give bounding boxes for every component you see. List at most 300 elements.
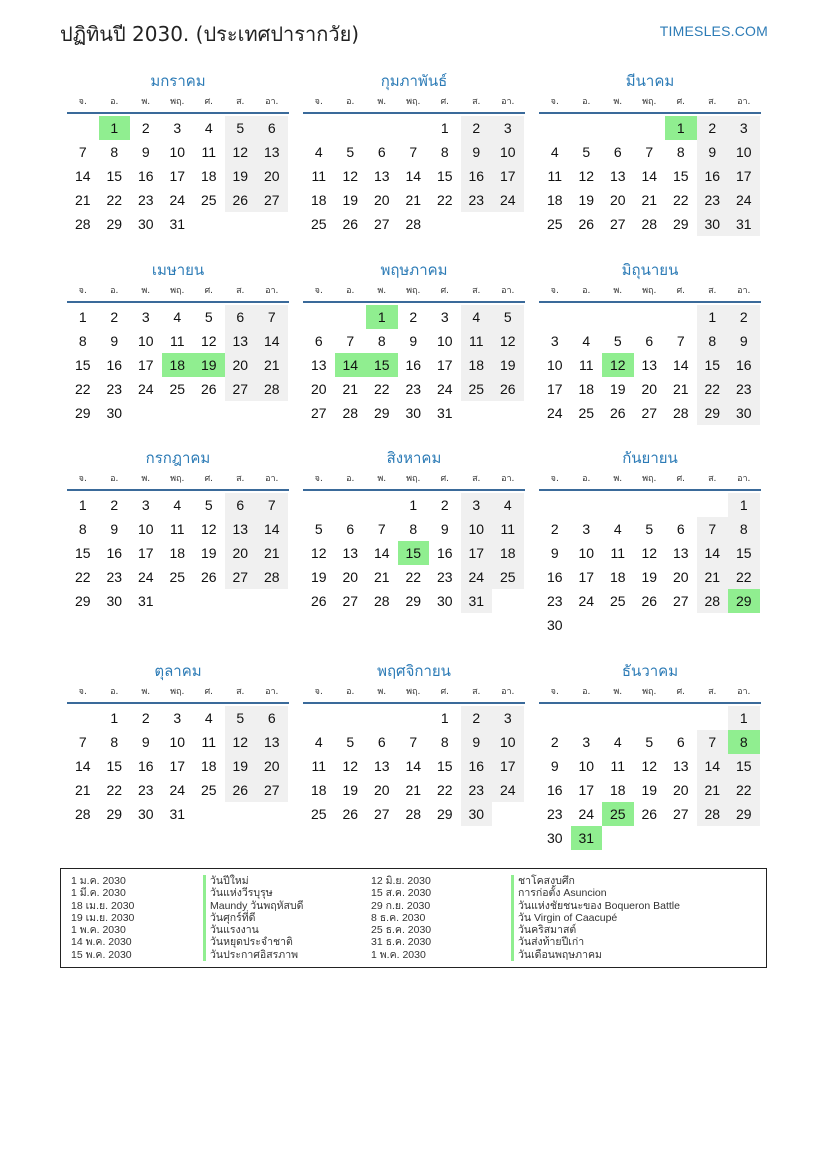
- day-cell: 14: [373, 545, 390, 561]
- day-cell: 27: [373, 806, 390, 822]
- day-cell: 29: [436, 806, 453, 822]
- day-cell: 6: [225, 493, 257, 517]
- day-cell: 28: [342, 405, 359, 421]
- day-cell: 30: [728, 401, 760, 425]
- day-cell: 14: [641, 168, 658, 184]
- day-cell: 16: [546, 782, 563, 798]
- day-cell: 27: [225, 377, 257, 401]
- weekday-label: พ.: [377, 474, 387, 484]
- day-cell: 15: [106, 168, 123, 184]
- day-cell: 23: [137, 782, 154, 798]
- day-cell: 16: [106, 545, 123, 561]
- day-cell: 16: [137, 168, 154, 184]
- day-cell: 14: [74, 758, 91, 774]
- weekday-header: [539, 682, 761, 704]
- weekday-label: จ.: [314, 474, 323, 484]
- day-cell: 17: [492, 164, 524, 188]
- day-cell: 16: [405, 357, 422, 373]
- holiday-name: วันปีใหม่: [203, 875, 303, 887]
- day-cell: 9: [461, 140, 493, 164]
- empty-cell: [571, 116, 603, 140]
- empty-cell: [303, 706, 335, 730]
- day-cell: 4: [173, 309, 182, 325]
- day-cell: 7: [346, 333, 355, 349]
- day-cell: 17: [578, 569, 595, 585]
- weekday-label: พฤ.: [170, 687, 185, 697]
- day-cell: 12: [225, 730, 257, 754]
- day-cell: 23: [697, 188, 729, 212]
- weekday-label: อา.: [737, 286, 751, 296]
- holiday-dates-left: [71, 875, 134, 961]
- month-block: [303, 259, 525, 425]
- weekday-header: [539, 469, 761, 491]
- weekday-label: อ.: [346, 474, 355, 484]
- day-cell: 29: [728, 589, 760, 613]
- weekday-label: ส.: [472, 687, 481, 697]
- day-cell: 25: [461, 377, 493, 401]
- day-cell: 5: [314, 521, 323, 537]
- day-cell: 29: [697, 401, 729, 425]
- month-name: มิถุนายน: [621, 261, 679, 279]
- month-name: มีนาคม: [625, 72, 675, 90]
- month-block: [539, 259, 761, 425]
- weekday-label: พ.: [141, 687, 151, 697]
- day-cell: 22: [672, 192, 689, 208]
- day-cell: 10: [436, 333, 453, 349]
- weekday-label: จ.: [314, 687, 323, 697]
- month-block: [67, 660, 289, 826]
- day-cell: 3: [550, 333, 559, 349]
- day-cell: 29: [74, 593, 91, 609]
- weekday-label: จ.: [78, 687, 87, 697]
- day-cell: 30: [546, 830, 563, 846]
- day-cell: 16: [461, 164, 493, 188]
- day-grid: [67, 704, 289, 826]
- day-cell: 8: [728, 517, 760, 541]
- holiday-date: 12 มิ.ย. 2030: [371, 875, 431, 887]
- empty-cell: [634, 493, 666, 517]
- day-grid: [539, 303, 761, 425]
- holiday-date: 15 พ.ค. 2030: [71, 948, 132, 961]
- weekday-label: พฤ.: [642, 286, 657, 296]
- day-cell: 24: [137, 569, 154, 585]
- empty-cell: [634, 305, 666, 329]
- month-block: [67, 70, 289, 236]
- day-cell: 18: [609, 569, 626, 585]
- day-cell: 9: [550, 758, 559, 774]
- day-cell: 14: [405, 168, 422, 184]
- day-cell: 16: [137, 758, 154, 774]
- day-cell: 18: [200, 758, 217, 774]
- day-cell: 17: [436, 357, 453, 373]
- day-cell: 28: [256, 565, 288, 589]
- day-cell: 20: [342, 569, 359, 585]
- day-cell: 27: [373, 216, 390, 232]
- day-cell: 17: [546, 381, 563, 397]
- day-cell: 16: [697, 164, 729, 188]
- empty-cell: [571, 706, 603, 730]
- day-cell: 19: [225, 754, 257, 778]
- day-cell: 22: [697, 377, 729, 401]
- day-cell: 23: [461, 778, 493, 802]
- holiday-name: ชาโคสงบศึก: [511, 875, 680, 887]
- day-cell: 21: [373, 569, 390, 585]
- day-cell: 2: [461, 706, 493, 730]
- day-cell: 11: [201, 144, 217, 160]
- weekday-label: พ.: [613, 687, 623, 697]
- day-cell: 22: [74, 381, 91, 397]
- holiday-name: วันแห่งวีรบุรุษ: [203, 887, 303, 899]
- day-cell: 20: [310, 381, 327, 397]
- weekday-label: อา.: [265, 286, 279, 296]
- weekday-label: อา.: [265, 687, 279, 697]
- day-cell: 28: [256, 377, 288, 401]
- day-cell: 7: [78, 144, 87, 160]
- day-cell: 18: [546, 192, 563, 208]
- day-cell: 11: [169, 333, 185, 349]
- day-cell: 17: [137, 357, 154, 373]
- day-cell: 5: [204, 309, 213, 325]
- day-cell: 15: [398, 541, 430, 565]
- day-cell: 19: [200, 545, 217, 561]
- month-block: [67, 259, 289, 425]
- day-cell: 31: [169, 806, 186, 822]
- day-cell: 27: [256, 188, 288, 212]
- weekday-header: [303, 682, 525, 704]
- day-cell: 11: [547, 168, 563, 184]
- day-cell: 11: [311, 758, 327, 774]
- day-cell: 13: [672, 545, 689, 561]
- day-cell: 14: [256, 329, 288, 353]
- day-cell: 4: [314, 144, 323, 160]
- weekday-label: อ.: [110, 286, 119, 296]
- empty-cell: [335, 116, 367, 140]
- day-cell: 28: [74, 806, 91, 822]
- weekday-label: พฤ.: [406, 474, 421, 484]
- day-cell: 22: [106, 782, 123, 798]
- day-cell: 9: [461, 730, 493, 754]
- day-cell: 2: [728, 305, 760, 329]
- empty-cell: [366, 706, 398, 730]
- day-cell: 10: [546, 357, 563, 373]
- weekday-label: พ.: [141, 97, 151, 107]
- empty-cell: [602, 493, 634, 517]
- weekday-label: ศ.: [440, 474, 450, 484]
- empty-cell: [634, 116, 666, 140]
- weekday-label: จ.: [314, 286, 323, 296]
- day-cell: 16: [461, 754, 493, 778]
- weekday-label: พ.: [377, 687, 387, 697]
- day-cell: 29: [728, 802, 760, 826]
- day-cell: 30: [436, 593, 453, 609]
- day-cell: 2: [110, 497, 119, 513]
- holiday-date: 14 พ.ค. 2030: [71, 936, 132, 949]
- day-cell: 10: [137, 333, 154, 349]
- weekday-label: ส.: [236, 474, 245, 484]
- day-cell: 9: [440, 521, 449, 537]
- month-block: [539, 447, 761, 637]
- empty-cell: [697, 493, 729, 517]
- holiday-date: 1 พ.ค. 2030: [371, 948, 426, 961]
- weekday-label: ส.: [472, 286, 481, 296]
- holiday-date: 29 ก.ย. 2030: [371, 899, 431, 912]
- day-cell: 29: [672, 216, 689, 232]
- day-cell: 20: [225, 353, 257, 377]
- empty-cell: [67, 706, 99, 730]
- day-cell: 1: [728, 706, 760, 730]
- day-cell: 9: [110, 333, 119, 349]
- day-cell: 10: [578, 545, 595, 561]
- weekday-label: พฤ.: [170, 97, 185, 107]
- day-cell: 26: [641, 593, 658, 609]
- day-cell: 18: [609, 782, 626, 798]
- day-cell: 30: [106, 405, 123, 421]
- day-cell: 27: [641, 405, 658, 421]
- day-cell: 20: [672, 782, 689, 798]
- month-block: [539, 70, 761, 236]
- day-cell: 15: [697, 353, 729, 377]
- day-cell: 4: [314, 734, 323, 750]
- month-name: กรกฎาคม: [145, 449, 211, 467]
- holiday-date: 1 พ.ค. 2030: [71, 924, 126, 937]
- empty-cell: [335, 706, 367, 730]
- weekday-label: อา.: [265, 97, 279, 107]
- day-cell: 23: [461, 188, 493, 212]
- day-cell: 4: [461, 305, 493, 329]
- day-cell: 29: [106, 216, 123, 232]
- day-cell: 24: [578, 806, 595, 822]
- day-cell: 20: [225, 541, 257, 565]
- day-cell: 28: [697, 589, 729, 613]
- day-cell: 10: [492, 140, 524, 164]
- day-cell: 8: [440, 734, 449, 750]
- day-cell: 6: [346, 521, 355, 537]
- empty-cell: [67, 116, 99, 140]
- day-cell: 25: [310, 216, 327, 232]
- weekday-label: ศ.: [204, 474, 214, 484]
- day-cell: 7: [645, 144, 654, 160]
- day-cell: 24: [169, 192, 186, 208]
- day-cell: 8: [440, 144, 449, 160]
- month-name: มกราคม: [150, 72, 206, 90]
- empty-cell: [366, 116, 398, 140]
- day-cell: 7: [377, 521, 386, 537]
- day-cell: 8: [78, 333, 87, 349]
- day-cell: 13: [310, 357, 327, 373]
- holiday-name: วันประกาศอิสรภาพ: [203, 949, 303, 961]
- day-cell: 12: [200, 333, 217, 349]
- day-cell: 15: [728, 754, 760, 778]
- day-cell: 10: [492, 730, 524, 754]
- holiday-date: 18 เม.ย. 2030: [71, 899, 135, 912]
- day-cell: 13: [373, 758, 390, 774]
- day-grid: [539, 704, 761, 850]
- day-cell: 8: [78, 521, 87, 537]
- day-cell: 14: [74, 168, 91, 184]
- day-cell: 24: [169, 782, 186, 798]
- day-cell: 24: [492, 778, 524, 802]
- day-cell: 21: [256, 353, 288, 377]
- day-cell: 15: [728, 541, 760, 565]
- holiday-date: 8 ธ.ค. 2030: [371, 911, 426, 924]
- day-cell: 20: [256, 754, 288, 778]
- day-cell: 25: [546, 216, 563, 232]
- day-cell: 28: [405, 216, 422, 232]
- day-cell: 22: [436, 192, 453, 208]
- weekday-label: พฤ.: [642, 474, 657, 484]
- empty-cell: [539, 493, 571, 517]
- day-cell: 14: [405, 758, 422, 774]
- weekday-label: พ.: [613, 97, 623, 107]
- day-cell: 9: [728, 329, 760, 353]
- weekday-label: จ.: [550, 97, 559, 107]
- day-cell: 1: [110, 710, 119, 726]
- day-cell: 22: [436, 782, 453, 798]
- holiday-names-left: [203, 875, 303, 961]
- day-cell: 24: [461, 565, 493, 589]
- weekday-label: ศ.: [204, 286, 214, 296]
- day-cell: 30: [546, 617, 563, 633]
- weekday-header: [303, 469, 525, 491]
- day-cell: 26: [609, 405, 626, 421]
- day-cell: 12: [200, 521, 217, 537]
- day-cell: 25: [492, 565, 524, 589]
- holiday-date: 1 มี.ค. 2030: [71, 887, 126, 900]
- day-cell: 17: [728, 164, 760, 188]
- day-cell: 3: [440, 309, 449, 325]
- day-grid: [539, 114, 761, 236]
- day-cell: 22: [405, 569, 422, 585]
- day-cell: 26: [342, 806, 359, 822]
- day-cell: 17: [169, 758, 186, 774]
- day-cell: 17: [169, 168, 186, 184]
- day-cell: 21: [74, 782, 91, 798]
- day-cell: 10: [461, 517, 493, 541]
- month-block: [67, 447, 289, 613]
- day-cell: 20: [373, 782, 390, 798]
- weekday-label: จ.: [78, 474, 87, 484]
- day-cell: 30: [697, 212, 729, 236]
- day-cell: 10: [169, 144, 186, 160]
- day-cell: 8: [728, 730, 760, 754]
- day-cell: 20: [641, 381, 658, 397]
- day-cell: 12: [578, 168, 595, 184]
- day-cell: 17: [137, 545, 154, 561]
- day-cell: 24: [492, 188, 524, 212]
- holiday-date: 19 เม.ย. 2030: [71, 911, 135, 924]
- weekday-label: ส.: [236, 97, 245, 107]
- day-cell: 18: [200, 168, 217, 184]
- day-cell: 14: [697, 754, 729, 778]
- day-cell: 6: [314, 333, 323, 349]
- empty-cell: [335, 305, 367, 329]
- day-cell: 6: [676, 521, 685, 537]
- day-cell: 4: [492, 493, 524, 517]
- day-cell: 27: [609, 216, 626, 232]
- weekday-header: [67, 92, 289, 114]
- day-cell: 26: [310, 593, 327, 609]
- day-cell: 23: [436, 569, 453, 585]
- day-cell: 1: [728, 493, 760, 517]
- day-cell: 12: [602, 353, 634, 377]
- day-cell: 19: [193, 353, 225, 377]
- day-cell: 27: [225, 565, 257, 589]
- day-cell: 15: [436, 758, 453, 774]
- day-cell: 23: [106, 381, 123, 397]
- month-name: พฤศจิกายน: [377, 662, 451, 680]
- day-cell: 21: [697, 565, 729, 589]
- weekday-label: จ.: [550, 474, 559, 484]
- weekday-header: [67, 281, 289, 303]
- month-name: ตุลาคม: [154, 662, 202, 680]
- empty-cell: [539, 116, 571, 140]
- day-cell: 27: [342, 593, 359, 609]
- day-cell: 6: [256, 116, 288, 140]
- day-cell: 9: [409, 333, 418, 349]
- month-name: ธันวาคม: [621, 662, 679, 680]
- day-cell: 8: [110, 144, 119, 160]
- weekday-label: พฤ.: [642, 97, 657, 107]
- weekday-label: ศ.: [676, 97, 686, 107]
- day-cell: 14: [335, 353, 367, 377]
- empty-cell: [665, 305, 697, 329]
- day-cell: 19: [225, 164, 257, 188]
- weekday-label: จ.: [78, 286, 87, 296]
- day-cell: 13: [609, 168, 626, 184]
- month-block: [303, 660, 525, 826]
- day-cell: 29: [405, 593, 422, 609]
- day-cell: 21: [672, 381, 689, 397]
- day-cell: 8: [697, 329, 729, 353]
- day-cell: 28: [405, 806, 422, 822]
- weekday-header: [539, 92, 761, 114]
- day-cell: 12: [310, 545, 327, 561]
- day-cell: 11: [311, 168, 327, 184]
- day-cell: 18: [169, 545, 186, 561]
- weekday-label: ส.: [708, 97, 717, 107]
- day-cell: 13: [225, 329, 257, 353]
- day-cell: 27: [256, 778, 288, 802]
- day-cell: 31: [436, 405, 453, 421]
- day-cell: 29: [106, 806, 123, 822]
- day-cell: 6: [256, 706, 288, 730]
- day-cell: 1: [99, 116, 131, 140]
- weekday-label: พฤ.: [406, 687, 421, 697]
- day-cell: 18: [461, 353, 493, 377]
- empty-cell: [571, 305, 603, 329]
- day-cell: 21: [405, 192, 422, 208]
- day-cell: 2: [697, 116, 729, 140]
- day-cell: 11: [610, 545, 626, 561]
- day-cell: 1: [440, 710, 449, 726]
- day-cell: 15: [672, 168, 689, 184]
- day-cell: 5: [225, 116, 257, 140]
- day-grid: [303, 114, 525, 236]
- day-cell: 16: [436, 545, 453, 561]
- day-grid: [67, 303, 289, 425]
- day-cell: 22: [74, 569, 91, 585]
- day-cell: 23: [405, 381, 422, 397]
- weekday-label: อ.: [110, 687, 119, 697]
- weekday-label: อา.: [501, 97, 515, 107]
- weekday-label: ส.: [472, 97, 481, 107]
- site-link[interactable]: TIMESLES.COM: [659, 23, 768, 39]
- day-cell: 24: [436, 381, 453, 397]
- holiday-legend: [60, 868, 767, 968]
- day-cell: 18: [492, 541, 524, 565]
- day-cell: 31: [728, 212, 760, 236]
- day-cell: 14: [672, 357, 689, 373]
